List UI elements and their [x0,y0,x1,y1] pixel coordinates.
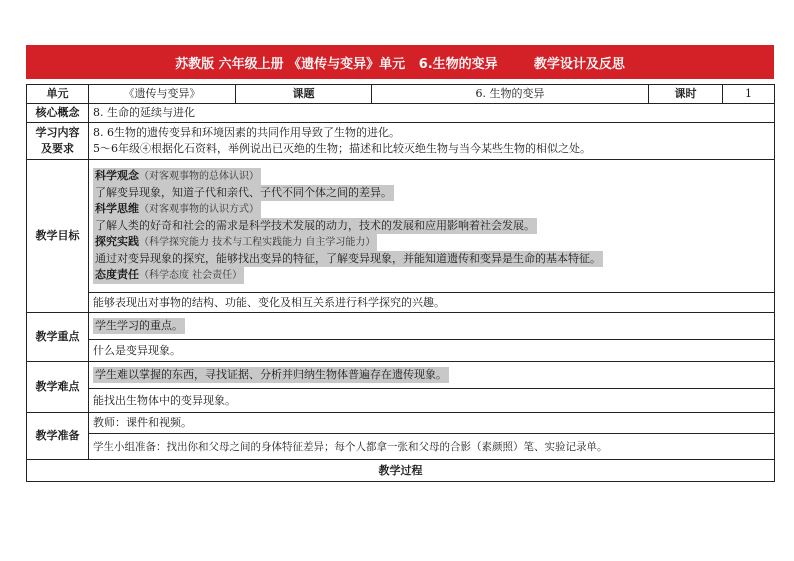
process-label: 教学过程 [27,460,775,482]
difficulties-line: 能找出生物体中的变异现象。 [89,389,775,413]
unit-value: 《遗传与变异》 [89,85,236,104]
key-points-line [89,313,775,340]
core-concept-row [27,104,775,123]
goal-attitude-title: 态度责任 [95,268,139,281]
period-label: 课时 [649,85,723,104]
title-part-series: 苏教版 六年级上册 《遗传与变异》单元 [175,56,406,72]
requirements-label-line2: 及要求 [41,142,74,155]
title-banner [26,45,774,79]
goal-practice-note: （科学探究能力 技术与工程实践能力 自主学习能力） [139,237,376,248]
goal-attitude-note: （科学态度 社会责任） [139,270,243,281]
goal-attitude-text: 能够表现出对事物的结构、功能、变化及相互关系进行科学探究的兴趣。 [89,293,775,313]
difficulties-line [89,362,775,389]
goals-extra-row [27,293,775,313]
requirements-row [27,123,775,160]
goal-attitude-header [93,267,244,284]
core-concept-label: 核心概念 [27,104,89,123]
goal-practice-header [93,234,377,251]
key-points-highlight: 学生学习的重点。 [95,319,183,332]
goals-label: 教学目标 [27,160,89,313]
preparation-line: 教师：课件和视频。 [89,413,775,434]
preparation-line: 学生小组准备：找出你和父母之间的身体特征差异；每个人都拿一张和父母的合影（素颜照）笔、实验记录单。 [89,434,775,460]
key-points-label: 教学重点 [27,313,89,362]
requirements-line: 5～6年级④根据化石资料，举例说出已灭绝的生物；描述和比较灭绝生物与当今某些生物的相似之处。 [93,142,591,155]
requirements-line: 8. 6生物的遗传变异和环境因素的共同作用导致了生物的进化。 [93,126,400,139]
goal-concept-note: （对客观事物的总体认识） [139,171,259,182]
goal-practice-title: 探究实践 [95,235,139,248]
goal-practice-text: 通过对变异现象的探究，能够找出变异的特征，了解变异现象，并能知道遗传和变异是生命的基本特征。 [95,252,601,265]
goals-row [27,160,775,293]
difficulties-label: 教学难点 [27,362,89,413]
unit-label: 单元 [27,85,89,104]
goal-thinking-header [93,201,261,218]
requirements-content [89,123,775,160]
key-points-row-2 [27,340,775,362]
requirements-label-line1: 学习内容 [35,126,80,139]
preparation-label: 教学准备 [27,413,89,460]
difficulties-row [27,362,775,389]
goal-concept-header [93,168,261,185]
topic-value: 6. 生物的变异 [372,85,649,104]
key-points-row [27,313,775,340]
goal-thinking-note: （对客观事物的认识方式） [139,204,259,215]
topic-label: 课题 [236,85,372,104]
period-value: 1 [723,85,775,104]
goal-concept-title: 科学观念 [95,169,139,182]
goal-concept-text: 了解变异现象，知道子代和亲代、子代不同个体之间的差异。 [95,186,392,199]
difficulties-row-2 [27,389,775,413]
goal-thinking-text: 了解人类的好奇和社会的需求是科学技术发展的动力，技术的发展和应用影响着社会发展。 [95,219,535,232]
lesson-plan-table [26,84,775,482]
info-row [27,85,775,104]
title-part-lesson: 6.生物的变异 [418,56,498,72]
title-part-doc-type: 教学设计及反思 [533,56,625,72]
process-row [27,460,775,482]
requirements-label [27,123,89,160]
key-points-line: 什么是变异现象。 [89,340,775,362]
goals-content [89,160,775,293]
preparation-row [27,413,775,434]
difficulties-highlight: 学生难以掌握的东西，寻找证据、分析并归纳生物体普遍存在遗传现象。 [95,368,447,381]
goal-thinking-title: 科学思维 [95,202,139,215]
core-concept-value: 8. 生命的延续与进化 [89,104,775,123]
preparation-row-2 [27,434,775,460]
